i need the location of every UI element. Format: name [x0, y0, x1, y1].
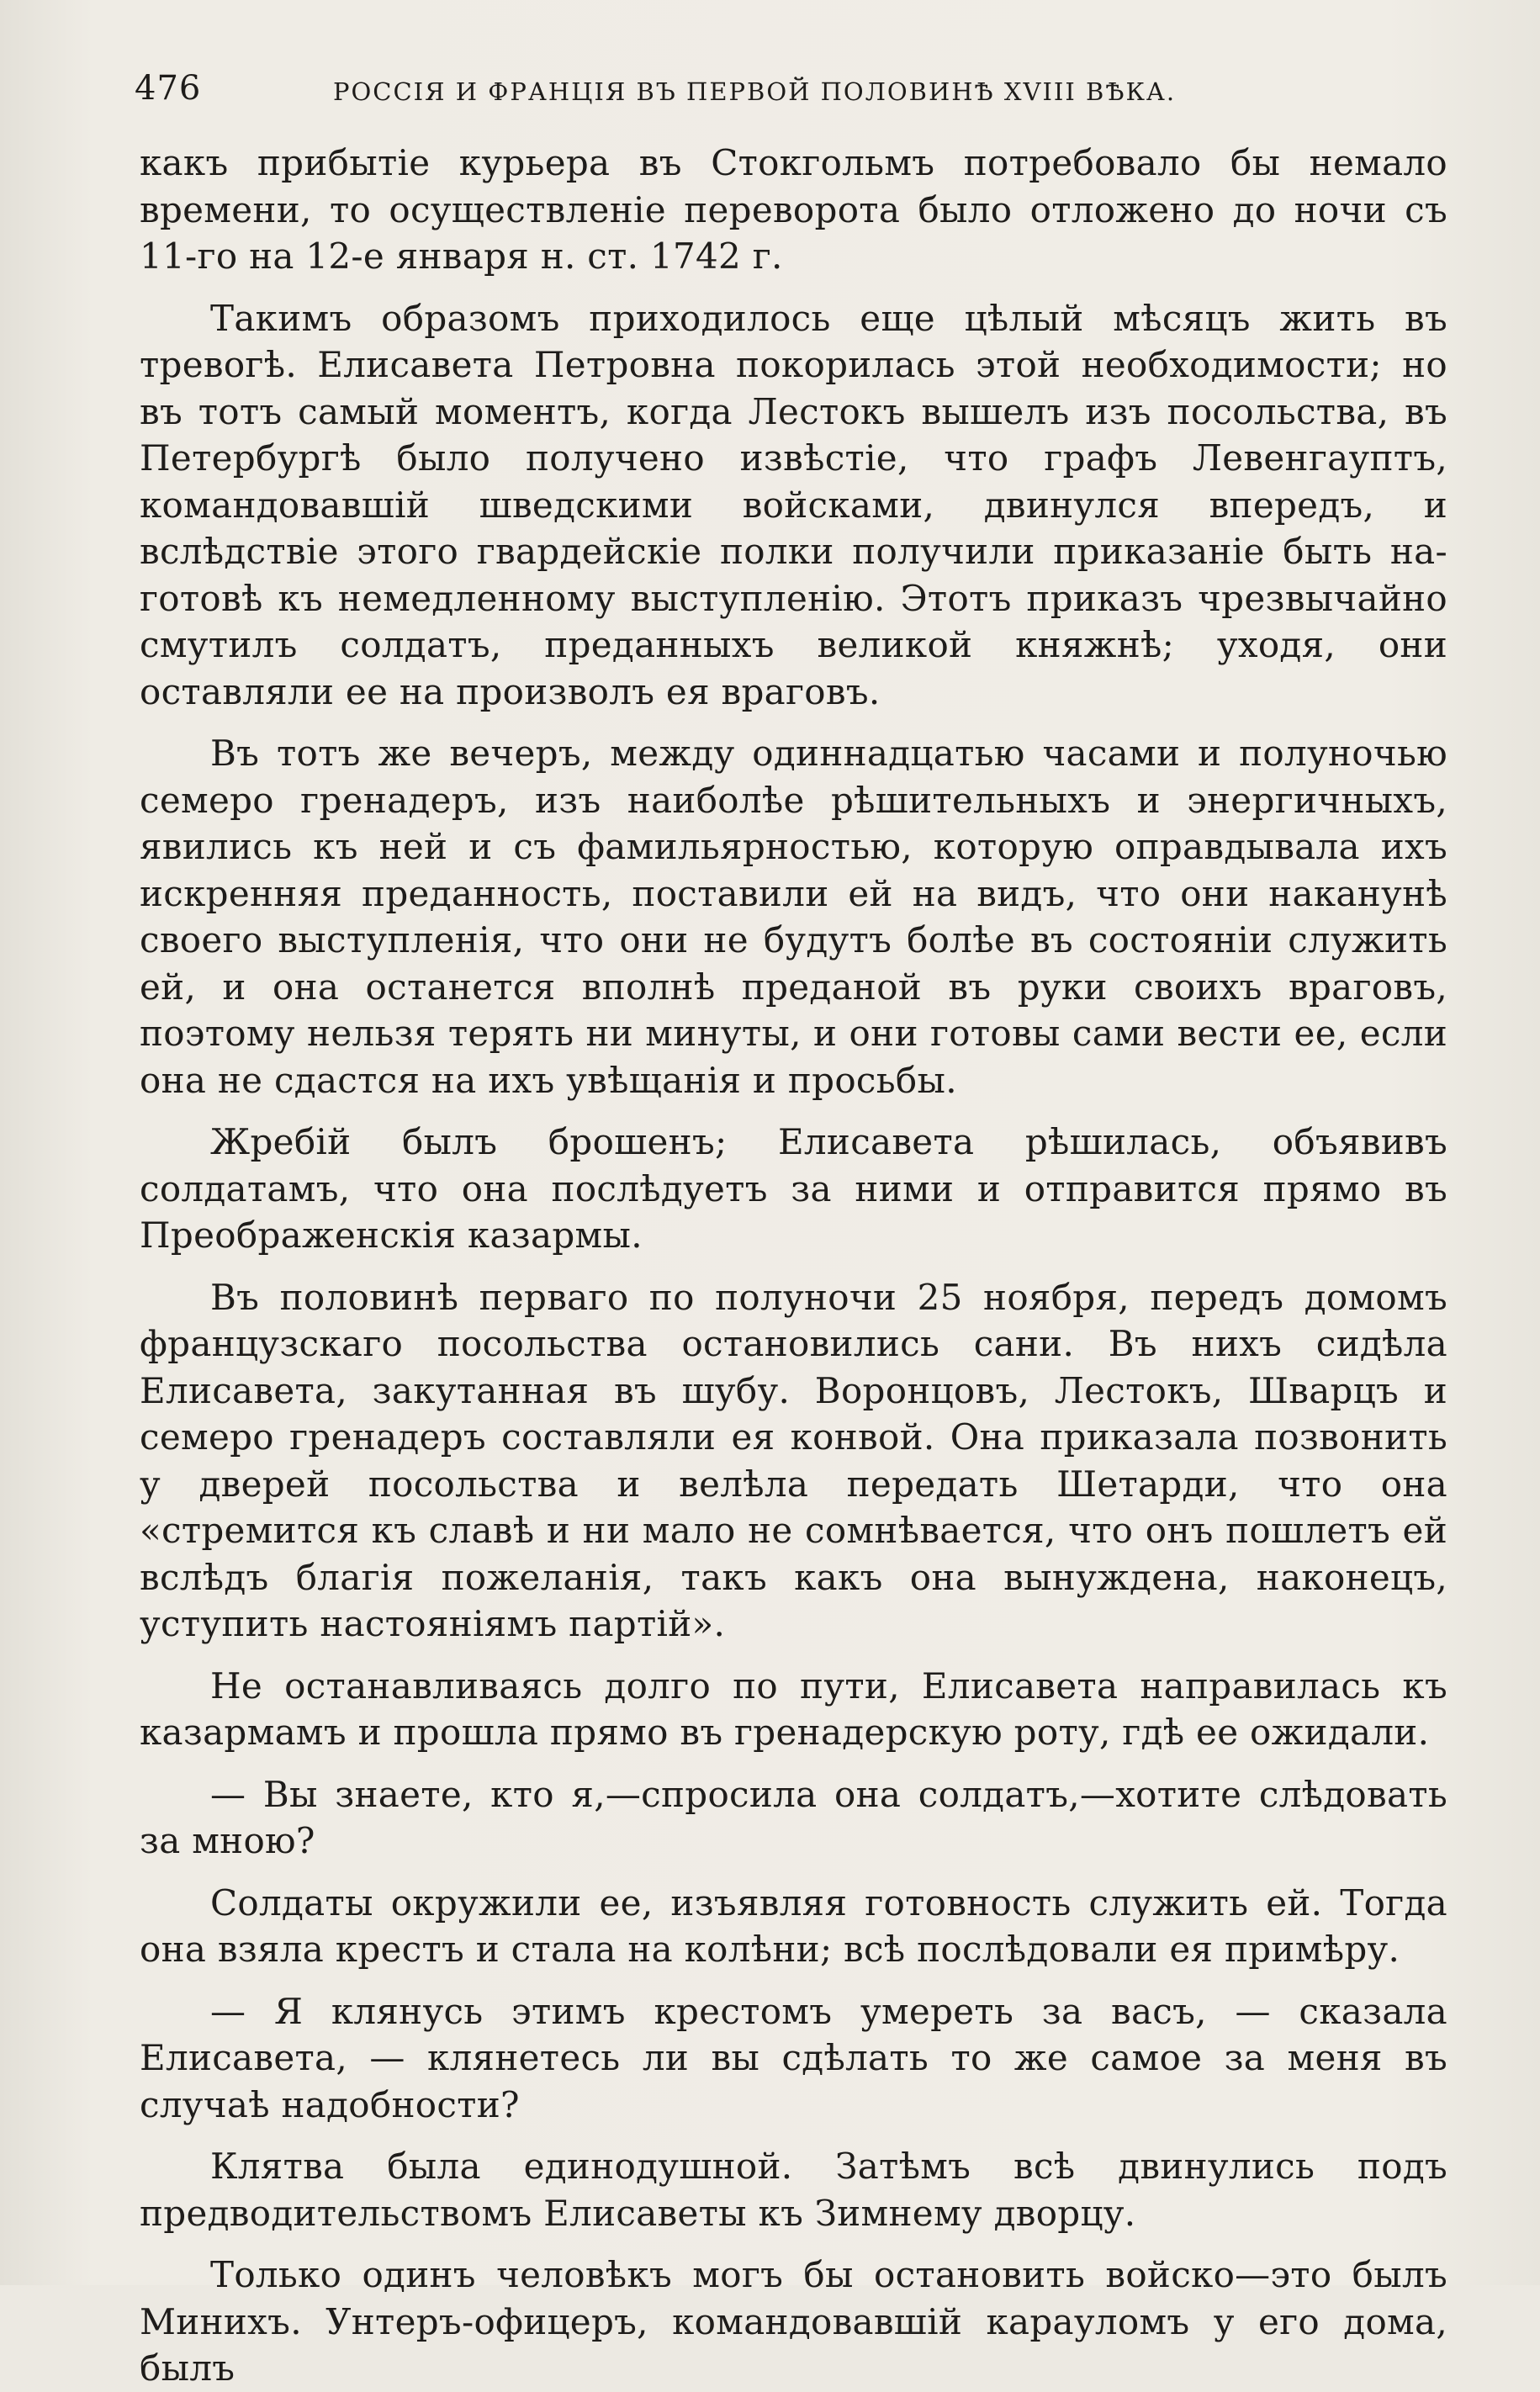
- paragraph: Жребій былъ брошенъ; Елисавета рѣшилась, объявивъ солдатамъ, что она послѣдуетъ за ними и отправится прямо въ Преображенскія казармы.: [140, 1121, 1447, 1256]
- paragraph: Клятва была единодушной. Затѣмъ всѣ двинулись подъ предводительствомъ Елисаветы къ Зимнему дворцу.: [140, 2146, 1447, 2234]
- running-head: РОССІЯ И ФРАНЦІЯ ВЪ ПЕРВОЙ ПОЛОВИНѢ XVIII ВѢКА.: [333, 77, 1177, 106]
- paragraph: Солдаты окружили ее, изъявляя готовность служить ей. Тогда она взяла крестъ и стала на колѣни; всѣ послѣдовали ея примѣру.: [140, 1881, 1447, 1970]
- paragraph: какъ прибытіе курьера въ Стокгольмъ потребовало бы немало времени, то осуществленіе переворота было отложено до ночи съ 11-го на 12-е января н. ст. 1742 г.: [140, 142, 1447, 277]
- dialogue-paragraph: — Вы знаете, кто я,—спросила она солдатъ,—хотите слѣдовать за мною?: [140, 1773, 1447, 1861]
- body-text: [140, 140, 1447, 2392]
- paragraph: Такимъ образомъ приходилось еще цѣлый мѣсяцъ жить въ тревогѣ. Елисавета Петровна покорилась этой необходимости; но въ тотъ самый моментъ, когда Лестокъ вышелъ изъ посольства, въ Петербургѣ было получено извѣстіе, что графъ Левенгауптъ, командовавшій шведскими войсками, двинулся впередъ, и вслѣдствіе этого гвардейскіе полки получили приказаніе быть на-готовѣ къ немедленному выступленію. Этотъ приказъ чрезвычайно смутилъ солдатъ, преданныхъ великой княжнѣ; уходя, они оставляли ее на произволъ ея враговъ.: [140, 297, 1447, 712]
- paragraph: Только одинъ человѣкъ могъ бы остановить войско—это былъ Минихъ. Унтеръ-офицеръ, командовавшій карауломъ у его дома, былъ: [140, 2254, 1447, 2389]
- page-header: [135, 69, 1455, 119]
- paragraph: Въ тотъ же вечеръ, между одиннадцатью часами и полуночью семеро гренадеръ, изъ наиболѣе рѣшительныхъ и энергичныхъ, явились къ ней и съ фамильярностью, которую оправдывала ихъ искренняя преданность, поставили ей на видъ, что они наканунѣ своего выступленія, что они не будутъ болѣе въ состояніи служить ей, и она останется вполнѣ преданой въ руки своихъ враговъ, поэтому нельзя терять ни минуты, и они готовы сами вести ее, если она не сдастся на ихъ увѣщанія и просьбы.: [140, 733, 1447, 1101]
- page-number: 476: [135, 69, 202, 108]
- dialogue-paragraph: — Я клянусь этимъ крестомъ умереть за васъ, — сказала Елисавета, — клянетесь ли вы сдѣлать то же самое за меня въ случаѣ надобности?: [140, 1990, 1447, 2125]
- paragraph: Не останавливаясь долго по пути, Елисавета направилась къ казармамъ и прошла прямо въ гренадерскую роту, гдѣ ее ожидали.: [140, 1664, 1447, 1753]
- paragraph: Въ половинѣ перваго по полуночи 25 ноября, передъ домомъ французскаго посольства остановились сани. Въ нихъ сидѣла Елисавета, закутанная въ шубу. Воронцовъ, Лестокъ, Шварцъ и семеро гренадеръ составляли ея конвой. Она приказала позвонить у дверей посольства и велѣла передать Шетарди, что она «стремится къ славѣ и ни мало не сомнѣвается, что онъ пошлетъ ей вслѣдъ благія пожеланія, такъ какъ она вынуждена, наконецъ, уступить настояніямъ партій».: [140, 1276, 1447, 1644]
